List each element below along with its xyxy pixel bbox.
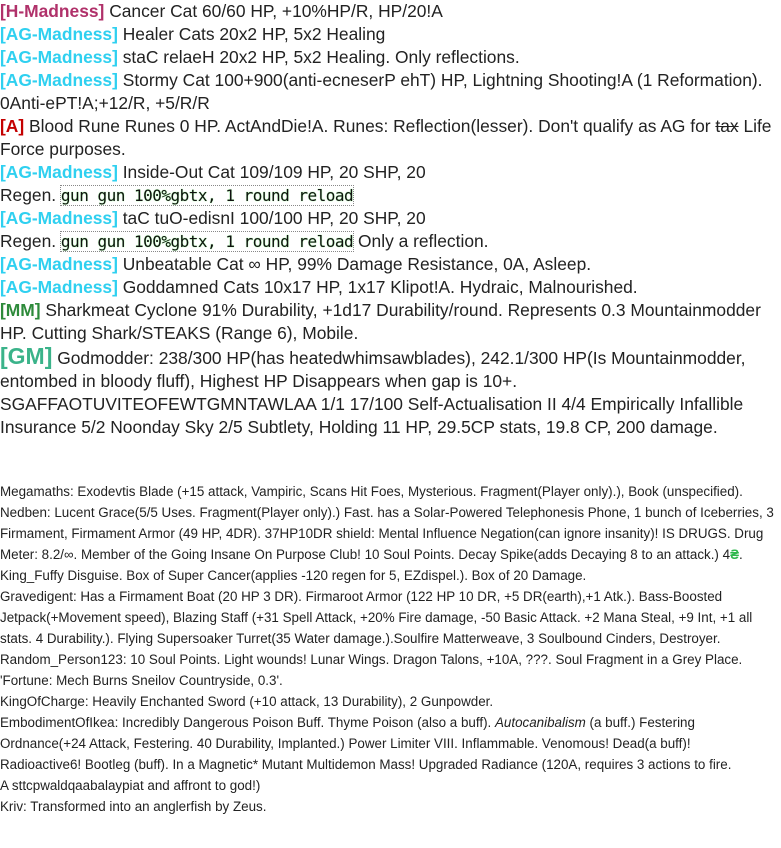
player-text: . King_Fuffy Disguise. Box of Super Cancer(applies -120 regen for 5, EZdispel.). Box of 20 Damage. xyxy=(0,547,743,583)
entity-text: Regen. xyxy=(0,185,61,205)
entity-reflected-healer-cats xyxy=(0,46,781,69)
entity-text: Stormy Cat 100+900(anti-ecneserP ehT) HP, Lightning Shooting!A (1 Reformation). 0Anti-ePT!A;+12/R, +5/R/R xyxy=(0,70,763,113)
player-radioactive6: Radioactive6! Bootleg (buff). In a Magnetic* Mutant Multidemon Mass! Upgraded Radiance (120A, requires 3 actions to fire. xyxy=(0,757,732,772)
italic-buff: Autocanibalism xyxy=(494,715,586,730)
entity-cancer-cat xyxy=(0,0,781,23)
entity-text: taC tuO-edisnI 100/100 HP, 20 SHP, 20 xyxy=(117,208,426,228)
player-list xyxy=(0,481,781,817)
entity-text: Inside-Out Cat 109/109 HP, 20 SHP, 20 xyxy=(117,162,426,182)
entity-text: staC relaeH 20x2 HP, 5x2 Healing. Only reflections. xyxy=(117,47,520,67)
entity-reflected-inside-out-cat xyxy=(0,207,781,253)
entity-inside-out-cat xyxy=(0,161,781,207)
player-kingofcharge: KingOfCharge: Heavily Enchanted Sword (+10 attack, 13 Durability), 2 Gunpowder. xyxy=(0,694,494,709)
entity-unbeatable-cat xyxy=(0,253,781,276)
entity-text: Regen. xyxy=(0,231,61,251)
tag-gm: [GM] xyxy=(0,343,53,369)
tag-ag-madness: [AG-Madness] xyxy=(0,277,118,297)
player-megamaths: Megamaths: Exodevtis Blade (+15 attack, Vampiric, Scans Hit Foes, Mysterious. Fragment(Player only).), Book (unspecified). xyxy=(0,484,743,499)
player-gravedigent: Gravedigent: Has a Firmament Boat (20 HP 3 DR). Firmaroot Armor (122 HP 10 DR, +5 DR(earth),+1 Atk.). Bass-Boosted Jetpack(+Movement speed), Blazing Staff (+31 Spell Attack, +20% Fire damage, -50 Basic Attack. +2 Mana Steal, +9 Int, +1 all stats. 4 Durability.). Flying Supersoaker Turret(35 Water damage.).Soulfire Matterweave, 3 Soulbound Cinders, Destroyer. xyxy=(0,589,753,646)
gun-text: gun gun 100%gbtx, 1 round reload xyxy=(60,186,354,205)
player-text: Nedben: Lucent Grace(5/5 Uses. Fragment(Player only).) Fast. has a Solar-Powered Telephonesis Phone, 1 bunch of Iceberries, 3 Firmament, Firmament Armor (49 HP, 4DR). 37HP10DR shield: Mental Influence Negation(can ignore insanity)! IS DRUGS. Drug Meter: 8.2/∞. Member of the Going Insane On Purpose Club! 10 Soul Points. Decay Spike(adds Decaying 8 to an attack.) 4 xyxy=(0,505,774,562)
tag-h-madness: [H-Madness] xyxy=(0,1,105,21)
entity-text: Godmodder: 238/300 HP(has heatedwhimsawblades), 242.1/300 HP(Is Mountainmodder, entombed in bloody fluff), Highest HP Disappears when gap is 10+. SGAFFAOTUVITEOFEWTGMNTAWLAA 1/1 17/100 Self-Actualisation II 4/4 Empirically Infallible Insurance 5/2 Noonday Sky 2/5 Subtlety, Holding 11 HP, 29.5CP stats, 19.8 CP, 200 damage. xyxy=(0,348,746,437)
entity-healer-cats xyxy=(0,23,781,46)
entity-text: Unbeatable Cat ∞ HP, 99% Damage Resistance, 0A, Asleep. xyxy=(117,254,592,274)
gun-graphic xyxy=(61,230,353,253)
tag-ag-madness: [AG-Madness] xyxy=(0,70,118,90)
tag-ag-madness: [AG-Madness] xyxy=(0,162,118,182)
entity-text: Goddamned Cats 10x17 HP, 1x17 Klipot!A. Hydraic, Malnourished. xyxy=(117,277,638,297)
tag-mm: [MM] xyxy=(0,300,41,320)
entity-text: Only a reflection. xyxy=(353,231,489,251)
entity-text: Blood Rune Runes 0 HP. ActAndDie!A. Runes: Reflection(lesser). Don't qualify as AG for xyxy=(24,116,716,136)
entity-text: Healer Cats 20x2 HP, 5x2 Healing xyxy=(117,24,386,44)
gun-text: gun gun 100%gbtx, 1 round reload xyxy=(60,232,354,251)
tag-ag-madness: [AG-Madness] xyxy=(0,47,118,67)
fortune-line: 'Fortune: Mech Burns Sneilov Countryside, 0.3'. xyxy=(0,673,283,688)
tag-ag-madness: [AG-Madness] xyxy=(0,24,118,44)
entity-text: Life Force purposes. xyxy=(0,116,772,159)
coin-icon: ₴ xyxy=(730,547,739,562)
entity-blood-rune xyxy=(0,115,781,161)
entity-stormy-cat xyxy=(0,69,781,115)
player-text: (a buff.) Festering Ordnance(+24 Attack, Festering. 40 Durability, Implanted.) Power Limiter VIII. Inflammable. Venomous! Dead(a buff)! xyxy=(0,715,695,751)
tag-a: [A] xyxy=(0,116,25,136)
player-random-person123: Random_Person123: 10 Soul Points. Light wounds! Lunar Wings. Dragon Talons, +10A, ???. Soul Fragment in a Grey Place. xyxy=(0,652,743,667)
tag-ag-madness: [AG-Madness] xyxy=(0,208,118,228)
entity-text: Sharkmeat Cyclone 91% Durability, +1d17 Durability/round. Represents 0.3 Mountainmodder HP. Cutting Shark/STEAKS (Range 6), Mobile. xyxy=(0,300,761,343)
gun-graphic xyxy=(61,184,353,207)
struck-text: tax xyxy=(715,116,739,136)
player-embodimentofikea xyxy=(0,712,781,754)
entity-text: Cancer Cat 60/60 HP, +10%HP/R, HP/20!A xyxy=(104,1,443,21)
entity-sharkmeat-cyclone xyxy=(0,299,781,345)
entity-godmodder xyxy=(0,345,781,439)
player-text: EmbodimentOfIkea: Incredibly Dangerous Poison Buff. Thyme Poison (also a buff). xyxy=(0,715,495,730)
tag-ag-madness: [AG-Madness] xyxy=(0,254,118,274)
entity-goddamned-cats xyxy=(0,276,781,299)
player-kriv: Kriv: Transformed into an anglerfish by Zeus. xyxy=(0,799,267,814)
player-nedben xyxy=(0,502,781,586)
section-gap xyxy=(0,439,781,481)
player-radioactive6-cont: A sttcpwaldqaabalaypiat and affront to god!) xyxy=(0,778,261,793)
